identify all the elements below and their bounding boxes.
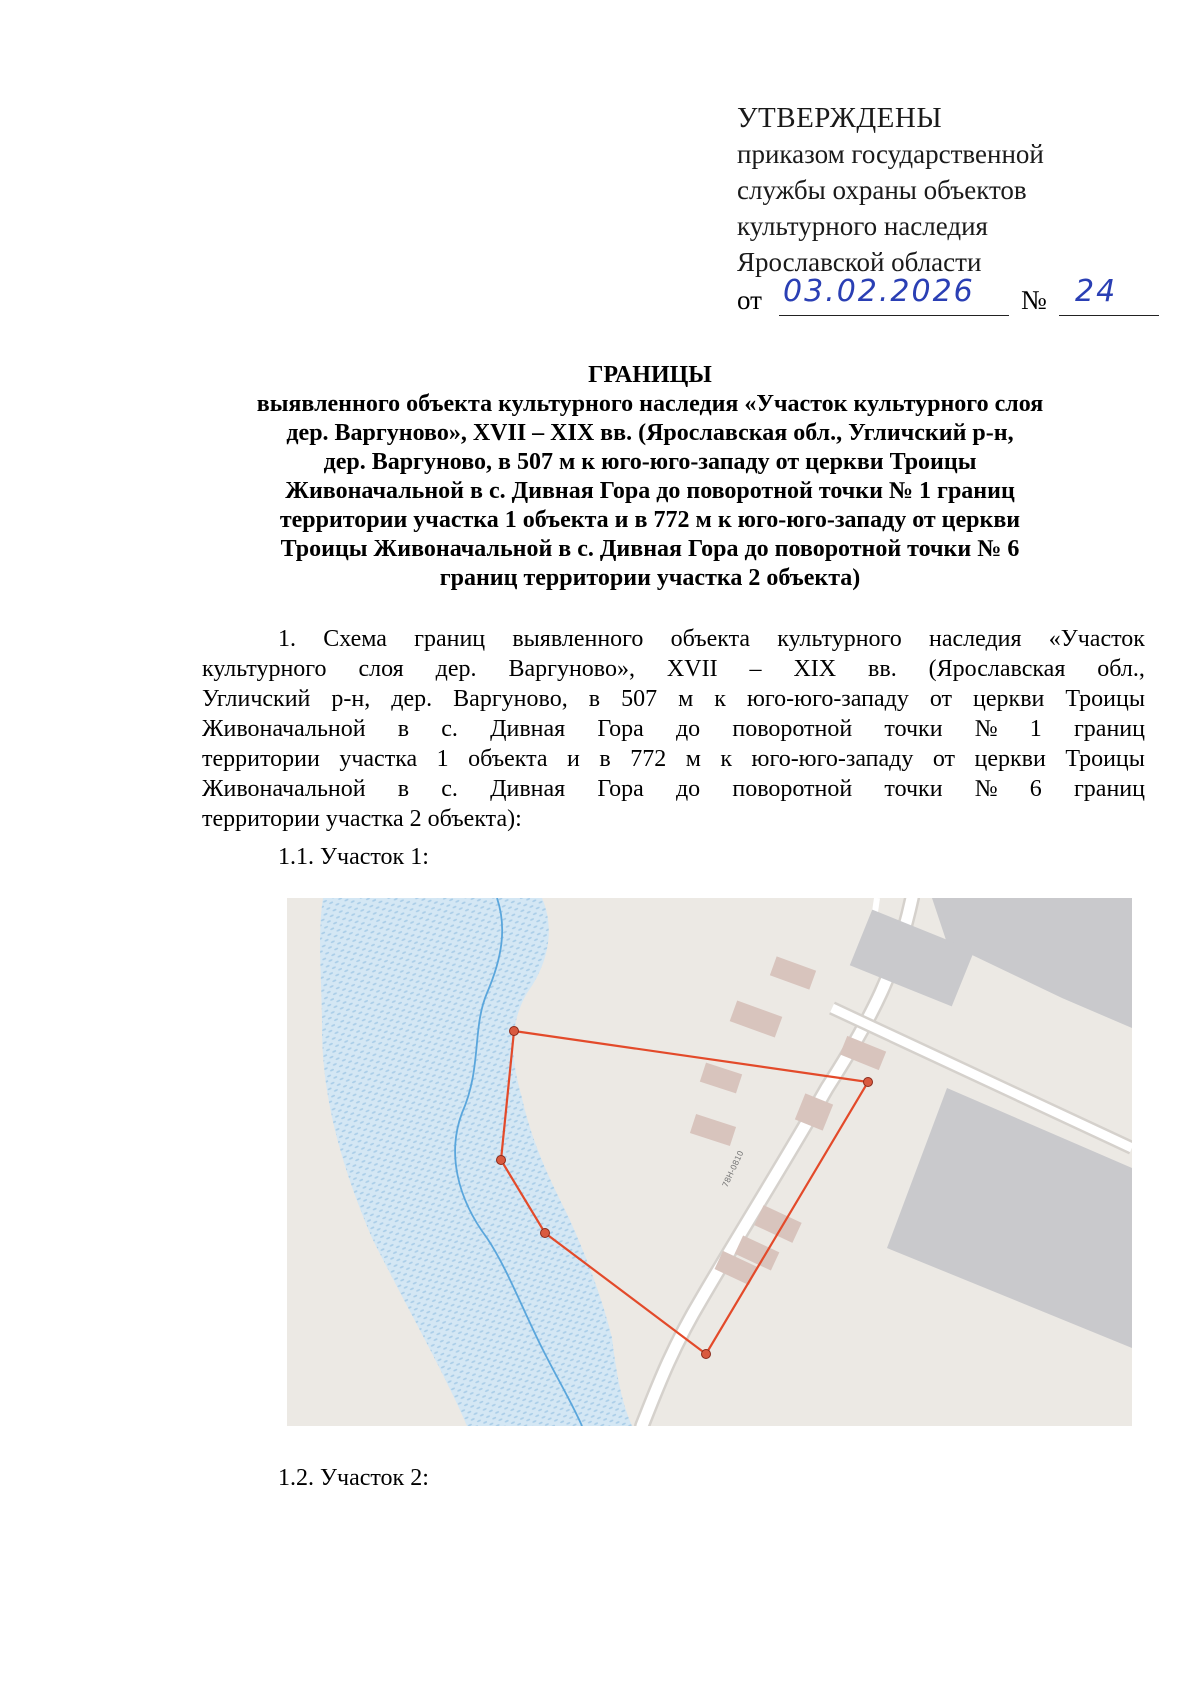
paragraph-line: [202, 684, 1145, 714]
word: точки: [884, 776, 943, 802]
word: Дивная: [490, 716, 566, 742]
turning-point: [864, 1078, 873, 1087]
approval-line: службы охраны объектов: [737, 175, 1027, 205]
word: XVII: [666, 656, 718, 682]
paragraph-line: [202, 654, 1145, 684]
word: Гора: [597, 776, 644, 802]
word: границ: [414, 626, 486, 652]
word: культурного: [777, 626, 902, 652]
handwritten-number: 24: [1075, 274, 1118, 309]
word: Троицы: [1065, 686, 1145, 712]
word: до: [675, 776, 701, 802]
word: территории: [202, 746, 320, 772]
word: от: [932, 746, 956, 772]
approval-date-number-row: [737, 274, 1177, 320]
section-1-label: 1.1. Участок 1:: [278, 844, 429, 870]
word: р-н,: [331, 686, 371, 712]
word: Дивная: [490, 776, 566, 802]
word: границ: [1073, 776, 1145, 802]
word: объекта: [468, 746, 548, 772]
word: 6: [1029, 776, 1042, 802]
title-heading: ГРАНИЦЫ: [588, 362, 712, 388]
date-label: от: [737, 285, 762, 315]
word: 1: [436, 746, 449, 772]
approval-title: УТВЕРЖДЕНЫ: [737, 102, 943, 134]
word: (Ярославская: [928, 656, 1066, 682]
word: наследия: [928, 626, 1022, 652]
word: выявленного: [512, 626, 644, 652]
word: №: [974, 716, 998, 742]
word: поворотной: [732, 716, 853, 742]
word: от: [929, 686, 953, 712]
word: –: [749, 656, 762, 682]
word: в: [599, 746, 611, 772]
word: XIX: [793, 656, 837, 682]
paragraph-line: [202, 744, 1145, 774]
approval-line: приказом государственной: [737, 139, 1044, 169]
word: к: [720, 746, 733, 772]
word: с.: [441, 776, 458, 802]
number-underline: [1059, 315, 1159, 316]
title-line: выявленного объекта культурного наследия «Участок культурного слоя: [256, 391, 1044, 417]
title-line: границ территории участка 2 объекта): [439, 565, 861, 591]
word: юго-юго-западу: [751, 746, 914, 772]
word: культурного: [202, 656, 327, 682]
word: объекта: [670, 626, 751, 652]
word: м: [685, 746, 701, 772]
word: слоя: [358, 656, 404, 682]
title-line: дер. Варгуново, в 507 м к юго-юго-западу от церкви Троицы: [323, 449, 977, 475]
word: в: [397, 716, 410, 742]
word: церкви: [973, 686, 1045, 712]
word: юго-юго-западу: [746, 686, 909, 712]
word: дер.: [391, 686, 433, 712]
document-title-block: [150, 361, 1150, 593]
word: №: [974, 776, 998, 802]
turning-point: [702, 1350, 711, 1359]
word: дер.: [435, 656, 477, 682]
approval-stamp: [737, 100, 1177, 320]
word: точки: [884, 716, 943, 742]
turning-point: [497, 1156, 506, 1165]
word: Гора: [597, 716, 644, 742]
word: церкви: [974, 746, 1046, 772]
word: 1: [1029, 716, 1042, 742]
word: м: [678, 686, 694, 712]
section-2-label: 1.2. Участок 2:: [278, 1465, 429, 1491]
word: обл.,: [1097, 656, 1145, 682]
paragraph-line: территории участка 2 объекта):: [202, 806, 522, 832]
number-label: №: [1021, 285, 1047, 315]
word: 772: [630, 746, 667, 772]
turning-point: [510, 1027, 519, 1036]
word: до: [675, 716, 701, 742]
approval-line: культурного наследия: [737, 211, 988, 241]
title-line: территории участка 1 объекта и в 772 м к юго-юго-западу от церкви: [279, 507, 1021, 533]
paragraph-line: [202, 624, 1145, 654]
word: к: [714, 686, 726, 712]
title-line: Живоначальной в с. Дивная Гора до поворотной точки № 1 границ: [285, 478, 1015, 504]
word: с.: [441, 716, 458, 742]
paragraph-line: [202, 774, 1145, 804]
road-label: 78Н-0810: [720, 1149, 746, 1189]
site-1-map: [287, 898, 1132, 1426]
word: «Участок: [1048, 626, 1145, 652]
word: в: [397, 776, 410, 802]
turning-point: [541, 1229, 550, 1238]
word: Варгуново,: [453, 686, 568, 712]
word: вв.: [868, 656, 897, 682]
word: в: [588, 686, 601, 712]
word: и: [567, 746, 580, 772]
word: Варгуново»,: [508, 656, 635, 682]
handwritten-date: 03.02.2026: [783, 274, 975, 309]
word: 1.: [278, 626, 296, 652]
title-line: дер. Варгуново», XVII – XIX вв. (Ярославская обл., Угличский р-н,: [286, 420, 1014, 446]
approval-line: Ярославской области: [737, 247, 982, 277]
word: участка: [339, 746, 418, 772]
word: поворотной: [732, 776, 853, 802]
title-line: Троицы Живоначальной в с. Дивная Гора до поворотной точки № 6: [280, 536, 1020, 562]
word: Живоначальной: [202, 716, 366, 742]
date-underline: [779, 315, 1009, 316]
word: границ: [1073, 716, 1145, 742]
word: Троицы: [1065, 746, 1145, 772]
body-paragraph: [202, 624, 1145, 834]
word: Схема: [323, 626, 387, 652]
word: 507: [621, 686, 658, 712]
word: Живоначальной: [202, 776, 366, 802]
word: Угличский: [202, 686, 311, 712]
paragraph-line: [202, 714, 1145, 744]
